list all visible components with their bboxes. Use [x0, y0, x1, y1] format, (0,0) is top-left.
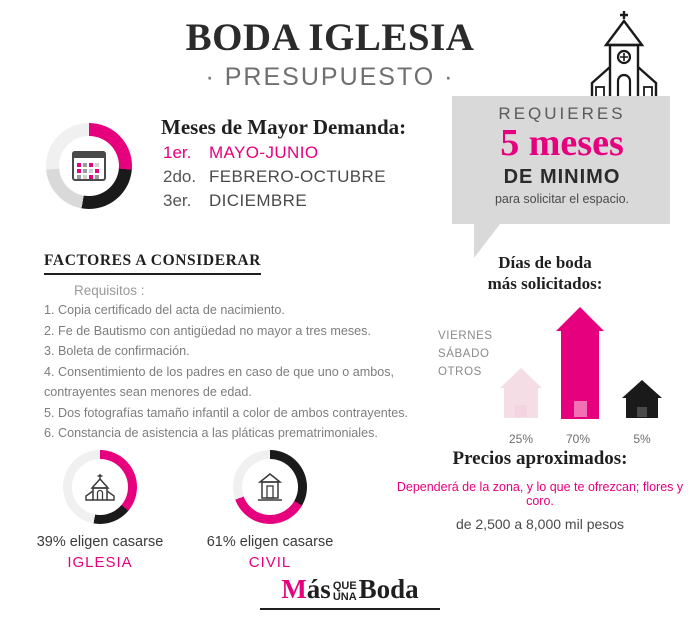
civil-percentage-text: 61% eligen casarse	[206, 534, 334, 550]
logo-part-boda: Boda	[358, 574, 419, 604]
bar-label-viernes: 25%	[508, 432, 534, 446]
iglesia-ring-chart	[63, 450, 137, 524]
civil-label: CIVIL	[248, 554, 292, 571]
legend-item-sabado: SÁBADO	[438, 347, 490, 360]
factors-section	[44, 252, 414, 445]
title-main: BODA IGLESIA	[185, 16, 475, 59]
iglesia-percentage-text: 39% eligen casarse	[36, 534, 164, 550]
callout-line-2: 5 meses	[500, 122, 624, 164]
logo-small-top: QUE	[332, 579, 357, 592]
logo-part-as: ás	[306, 574, 331, 604]
list-item	[163, 167, 386, 187]
requisitos-list	[44, 301, 414, 444]
demand-value: FEBRERO-OCTUBRE	[209, 167, 386, 186]
logo-text	[0, 574, 700, 605]
logo-small-stack	[333, 581, 357, 603]
demand-list	[163, 143, 386, 215]
logo-divider	[260, 608, 440, 610]
bar-label-sabado: 70%	[565, 432, 591, 446]
demand-value: MAYO-JUNIO	[209, 143, 319, 162]
ring-center	[72, 459, 128, 515]
prices-section	[390, 448, 690, 532]
legend-item-otros: OTROS	[438, 365, 482, 378]
bar-viernes	[500, 368, 542, 417]
calendar-icon	[72, 151, 106, 181]
page-title	[150, 18, 510, 92]
list-item: contrayentes sean menores de edad.	[44, 385, 252, 400]
logo-small-bottom: UNA	[332, 590, 357, 603]
iglesia-label: IGLESIA	[67, 554, 133, 571]
list-item: 2. Fe de Bautismo con antigüedad no mayor a tres meses.	[44, 323, 371, 338]
venue-iglesia	[20, 450, 180, 571]
list-item: 1. Copia certificado del acta de nacimiento.	[44, 303, 285, 317]
callout-line-1: REQUIERES	[498, 104, 626, 123]
bar-label-otros: 5%	[633, 432, 651, 446]
list-item: 3. Boleta de confirmación.	[44, 344, 190, 359]
factors-title: FACTORES A CONSIDERAR	[44, 252, 261, 275]
demand-rank: 2do.	[163, 167, 197, 186]
prices-note: Dependerá de la zona, y lo que te ofrezcan; flores y coro.	[396, 480, 684, 508]
requisitos-label: Requisitos :	[74, 283, 145, 298]
prices-range: de 2,500 a 8,000 mil pesos	[455, 516, 625, 532]
list-item: 4. Consentimiento de los padres en caso de que uno o ambos,	[44, 364, 395, 379]
list-item	[163, 191, 386, 211]
calendar-dots	[77, 163, 101, 179]
list-item	[163, 143, 386, 163]
logo-part-m: M	[281, 574, 307, 604]
callout-line-4: para solicitar el espacio.	[494, 192, 630, 206]
prices-title: Precios aproximados:	[452, 448, 628, 469]
demand-heading: Meses de Mayor Demanda:	[161, 115, 407, 139]
brand-logo	[0, 574, 700, 610]
list-item: 5. Dos fotografías tamaño infantil a color de ambos contrayentes.	[44, 405, 409, 420]
demand-value: DICIEMBRE	[209, 191, 308, 210]
wedding-days-title-line2: más solicitados:	[487, 274, 603, 294]
demand-rank: 1er.	[163, 143, 192, 162]
callout-line-3: DE MINIMO	[503, 166, 621, 188]
wedding-days-title	[405, 252, 685, 295]
legend-item-viernes: VIERNES	[438, 330, 493, 342]
wedding-days-section	[405, 252, 685, 446]
calendar-donut-chart	[46, 123, 132, 209]
courthouse-icon	[254, 472, 286, 502]
demand-rank: 3er.	[163, 191, 192, 210]
title-subtitle: · PRESUPUESTO ·	[205, 63, 455, 91]
bar-sabado	[556, 307, 604, 417]
bar-otros	[622, 380, 662, 417]
venue-civil	[190, 450, 350, 571]
ring-center	[242, 459, 298, 515]
church-icon	[83, 472, 117, 502]
wedding-days-title-line1: Días de boda	[498, 253, 592, 272]
list-item: 6. Constancia de asistencia a las pláticas prematrimoniales.	[44, 426, 378, 441]
wedding-days-legend	[438, 328, 493, 381]
civil-ring-chart	[233, 450, 307, 524]
donut-center	[59, 136, 119, 196]
